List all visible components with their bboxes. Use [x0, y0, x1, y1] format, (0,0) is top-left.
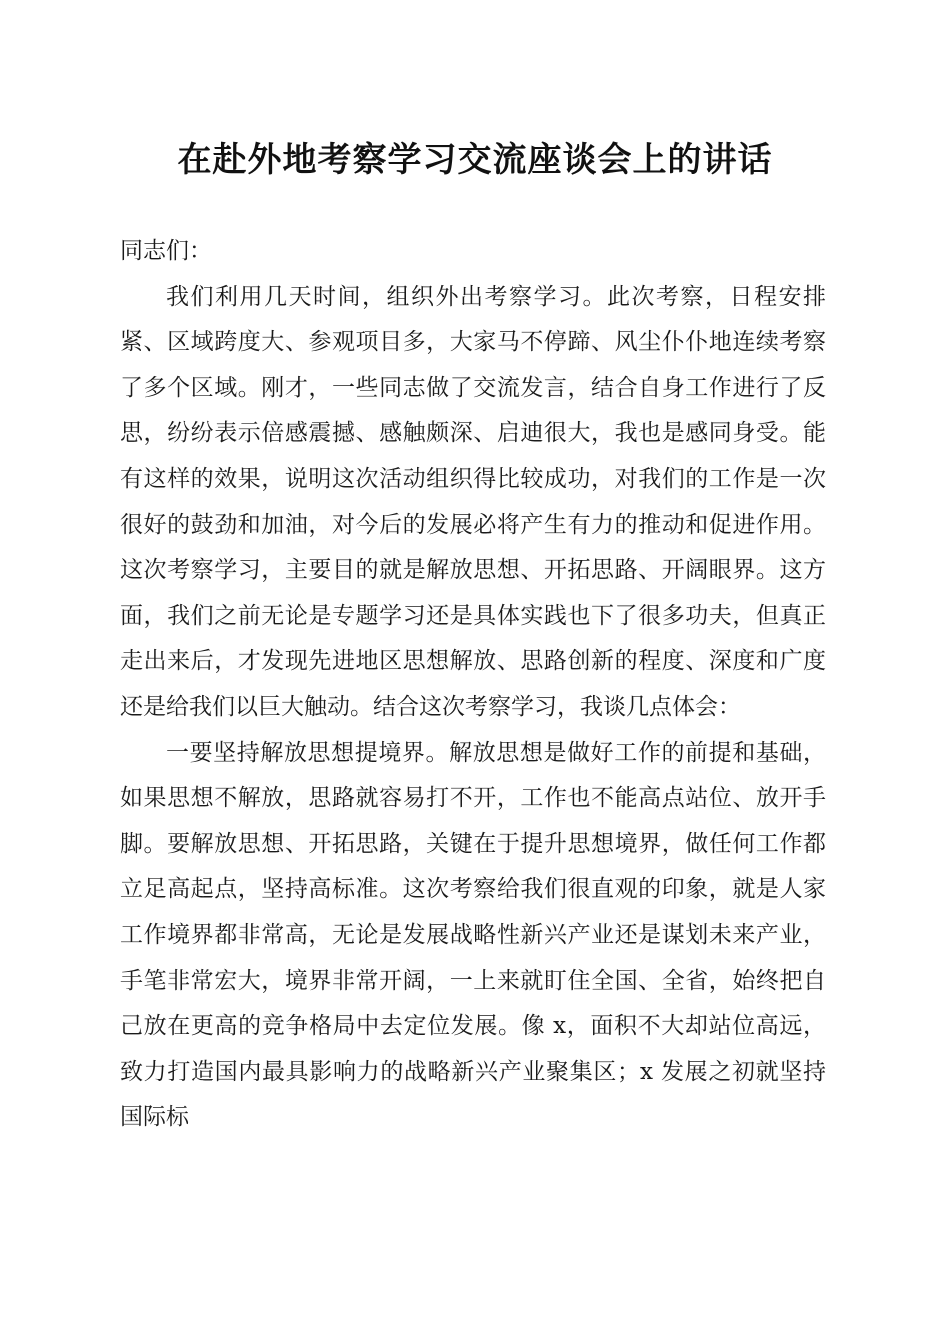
paragraph-intro: 我们利用几天时间，组织外出考察学习。此次考察，日程安排紧、区域跨度大、参观项目多，大家马不停蹄、风尘仆仆地连续考察了多个区域。刚才，一些同志做了交流发言，结合自身工作进行了反思，纷纷表示倍感震撼、感触颇深、启迪很大，我也是感同身受。能有这样的效果，说明这次活动组织得比较成功，对我们的工作是一次很好的鼓劲和加油，对今后的发展必将产生有力的推动和促进作用。这次考察学习，主要目的就是解放思想、开拓思路、开阔眼界。这方面，我们之前无论是专题学习还是具体实践也下了很多功夫，但真正走出来后，才发现先进地区思想解放、思路创新的程度、深度和广度还是给我们以巨大触动。结合这次考察学习，我谈几点体会： — [120, 283, 826, 720]
document-body — [120, 229, 826, 1141]
paragraph-point-one: 一要坚持解放思想提境界。解放思想是做好工作的前提和基础，如果思想不解放，思路就容易打不开，工作也不能高点站位、放开手脚。要解放思想、开拓思路，关键在于提升思想境界，做任何工作都立足高起点，坚持高标准。这次考察给我们很直观的印象，就是人家工作境界都非常高，无论是发展战略性新兴产业还是谋划未来产业，手笔非常宏大，境界非常开阔，一上来就盯住全国、全省，始终把自己放在更高的竞争格局中去定位发展。像 x，面积不大却站位高远，致力打造国内最具影响力的战略新兴产业聚集区；x 发展之初就坚持国际标 — [120, 739, 826, 1131]
document-title: 在赴外地考察学习交流座谈会上的讲话 — [177, 140, 773, 180]
salutation: 同志们： — [120, 238, 212, 264]
